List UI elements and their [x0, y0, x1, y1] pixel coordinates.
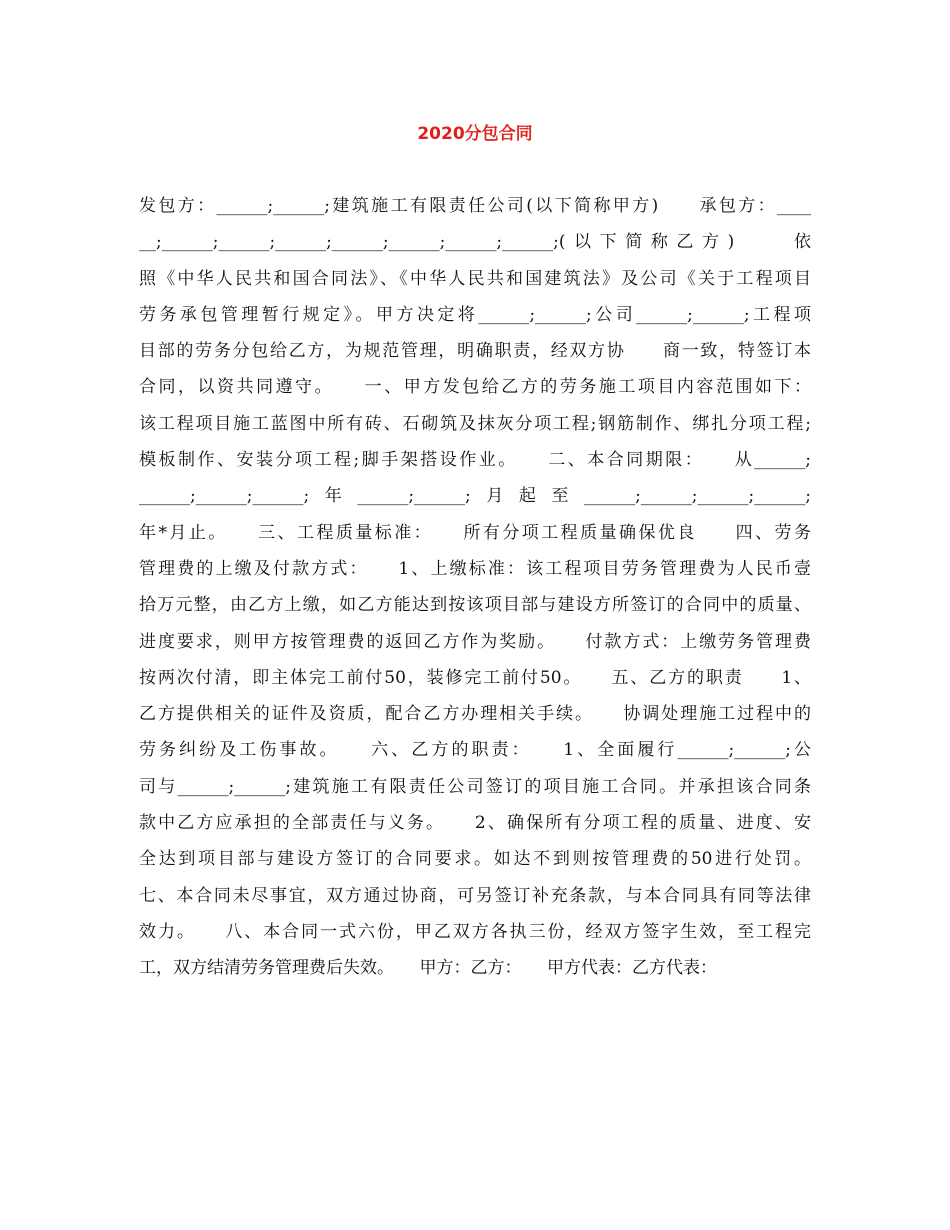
body-line: 合同，以资共同遵守。 一、甲方发包给乙方的劳务施工项目内容范围如下：	[139, 377, 811, 398]
body-line: 劳务纠纷及工伤事故。 六、乙方的职责： 1、全面履行______;______;公	[139, 740, 811, 761]
body-line: 司与______;______;建筑施工有限责任公司签订的项目施工合同。并承担该合同条	[139, 776, 811, 797]
body-line: 乙方提供相关的证件及资质，配合乙方办理相关手续。 协调处理施工过程中的	[139, 704, 811, 725]
body-line: 按两次付清，即主体完工前付50，装修完工前付50。 五、乙方的职责 1、	[139, 667, 811, 688]
body-line: 全达到项目部与建设方签订的合同要求。如达不到则按管理费的50进行处罚。	[139, 849, 811, 870]
body-line: 七、本合同未尽事宜，双方通过协商，可另签订补充条款，与本合同具有同等法律	[139, 885, 811, 906]
document-title: 2020分包合同	[417, 124, 533, 144]
body-line: 效力。 八、本合同一式六份，甲乙双方各执三份，经双方签字生效，至工程完	[139, 921, 811, 942]
body-line: 拾万元整，由乙方上缴，如乙方能达到按该项目部与建设方所签订的合同中的质量、	[139, 595, 811, 616]
body-line: 工，双方结清劳务管理费后失效。 甲方：乙方： 甲方代表：乙方代表：	[139, 958, 717, 979]
body-line: 款中乙方应承担的全部责任与义务。 2、确保所有分项工程的质量、进度、安	[139, 813, 811, 834]
body-line: 该工程项目施工蓝图中所有砖、石砌筑及抹灰分项工程;钢筋制作、绑扎分项工程;	[139, 413, 811, 434]
body-line: __;______;______;______;______;______;______;______;(以下简称乙方) 依	[139, 232, 811, 253]
body-line: 年*月止。 三、工程质量标准： 所有分项工程质量确保优良 四、劳务	[139, 522, 811, 543]
contract-body	[139, 192, 811, 991]
body-line: 进度要求，则甲方按管理费的返回乙方作为奖励。 付款方式：上缴劳务管理费	[139, 631, 811, 652]
body-line: 管理费的上缴及付款方式： 1、上缴标准：该工程项目劳务管理费为人民币壹	[139, 558, 811, 579]
body-line: 模板制作、安装分项工程;脚手架搭设作业。 二、本合同期限： 从______;	[139, 450, 811, 471]
body-line: ______;______;______;年______;______;月起至______;______;______;______;	[139, 486, 811, 507]
body-line: 目部的劳务分包给乙方，为规范管理，明确职责，经双方协 商一致，特签订本	[139, 341, 811, 362]
body-line: 照《中华人民共和国合同法》、《中华人民共和国建筑法》及公司《关于工程项目	[139, 268, 811, 289]
body-line: 劳务承包管理暂行规定》。甲方决定将______;______;公司______;______;工程项	[139, 304, 811, 325]
body-line: 发包方：______;______;建筑施工有限责任公司(以下简称甲方) 承包方：____	[139, 196, 811, 216]
